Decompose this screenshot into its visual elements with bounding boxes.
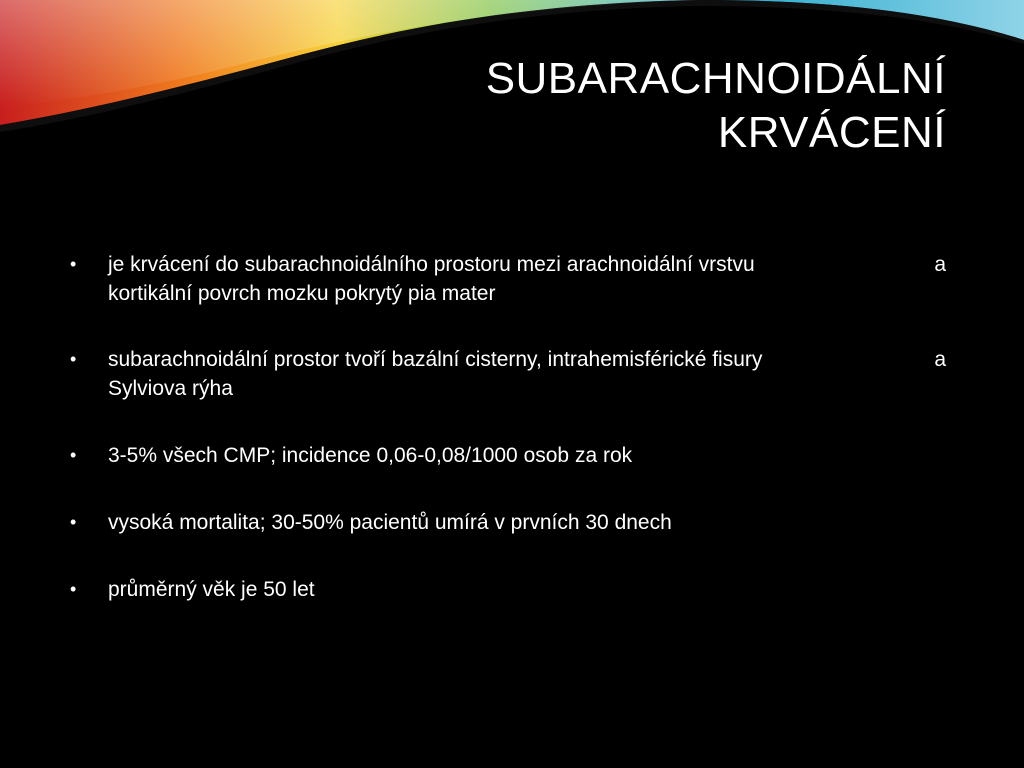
bullet-list — [70, 250, 950, 604]
bullet-icon: • — [70, 445, 77, 465]
bullet-text: 3-5% všech CMP; incidence 0,06-0,08/1000 osob za rok — [108, 444, 633, 467]
bullet-icon: • — [70, 579, 77, 599]
bullet-icon: • — [70, 512, 77, 532]
title-line-2: KRVÁCENÍ — [717, 108, 946, 157]
bullet-text: je krvácení do subarachnoidálního prostoru mezi arachnoidální vrstvu — [108, 253, 755, 276]
list-item — [70, 345, 950, 403]
list-item — [70, 508, 950, 537]
list-item — [70, 250, 950, 308]
bullet-text: průměrný věk je 50 let — [108, 578, 315, 601]
bullet-text-continued: kortikální povrch mozku pokrytý pia mater — [108, 282, 496, 305]
bullet-text: vysoká mortalita; 30-50% pacientů umírá v prvních 30 dnech — [108, 511, 672, 534]
list-item — [70, 575, 950, 604]
bullet-icon: • — [70, 349, 77, 369]
bullet-icon: • — [70, 254, 77, 274]
bullet-text: subarachnoidální prostor tvoří bazální cisterny, intrahemisférické fisury — [108, 348, 763, 371]
bullet-text-end: a — [934, 253, 946, 276]
bullet-text-continued: Sylviova rýha — [108, 377, 233, 400]
list-item — [70, 441, 950, 470]
bullet-text-end: a — [934, 348, 946, 371]
title-line-1: SUBARACHNOIDÁLNÍ — [485, 54, 946, 103]
slide-title — [346, 52, 946, 160]
